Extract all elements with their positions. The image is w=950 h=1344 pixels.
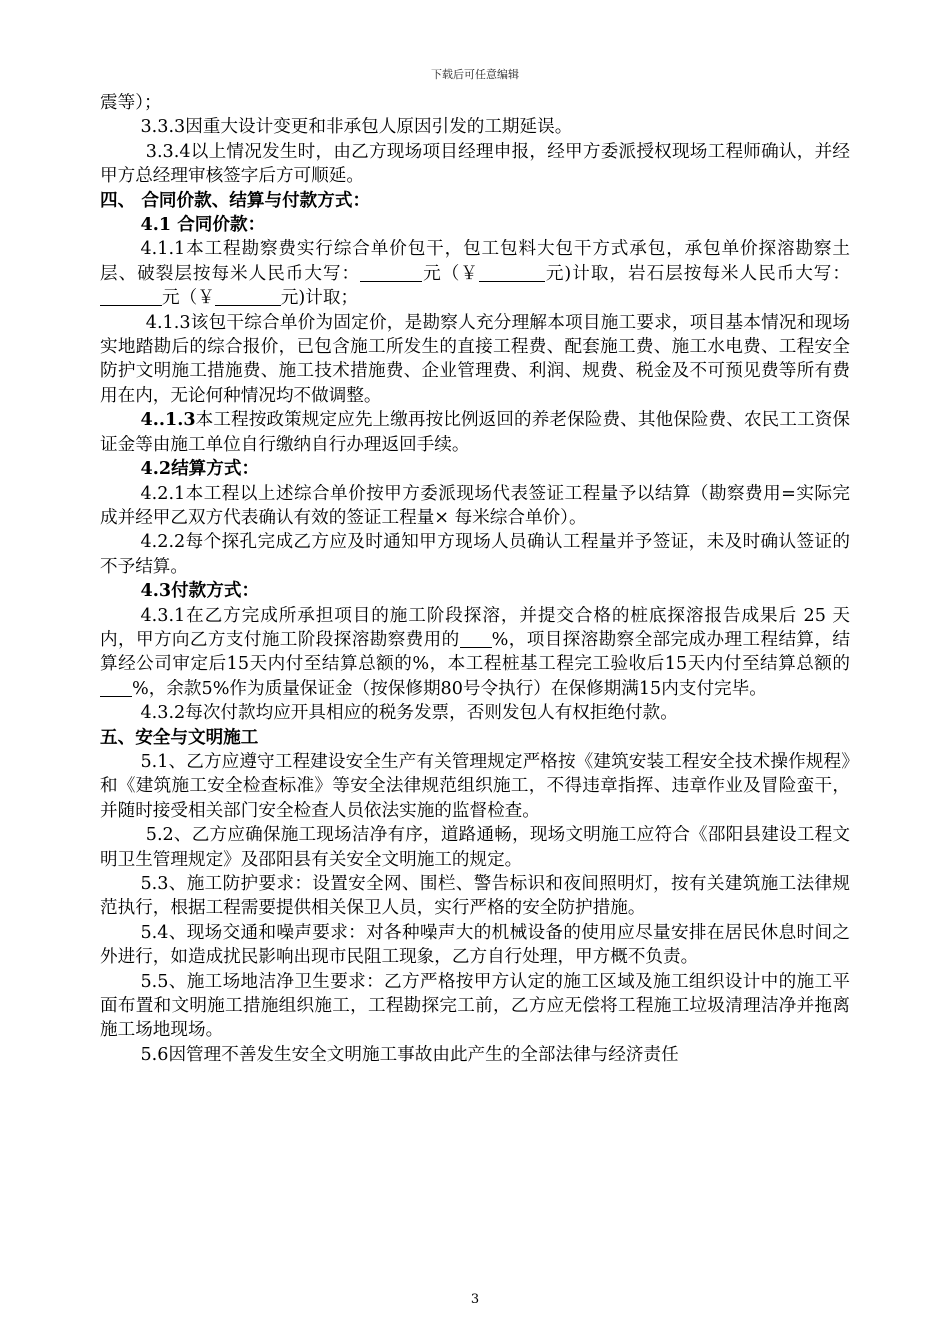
section-heading: 四、 合同价款、结算与付款方式： (100, 189, 371, 211)
subsection-heading: 4.2结算方式： (140, 458, 260, 480)
paragraph-text: 本工程按政策规定应先上缴再按比例返回的养老保险费、其他保险费、农民工工资保证金等由施工单位自行缴纳自行办理返回手续。 (100, 410, 850, 455)
paragraph: 5.4、现场交通和噪声要求：对各种噪声大的机械设备的使用应尽量安排在居民休息时间之外进行，如造成扰民影响出现市民阻工现象，乙方自行处理，甲方概不负责。 (100, 922, 850, 968)
paragraph: 震等）； (100, 93, 162, 113)
fill-blank (215, 287, 281, 306)
fill-blank (100, 678, 132, 697)
paragraph-text: 元（￥ (162, 288, 215, 309)
paragraph: 5.2、乙方应确保施工现场洁净有序，道路通畅，现场文明施工应符合《邵阳县建设工程文明卫生管理规定》及邵阳县有关安全文明施工的规定。 (100, 825, 850, 870)
fill-blank (479, 263, 545, 282)
paragraph-text: 元)计取； (280, 288, 359, 309)
paragraph-text: 4.3.1在乙方完成所承担项目的施工阶段探溶，并提交合格的桩底探溶报告成果后 25 天内，甲方向乙方支付施工阶段探溶勘察费用的 (100, 605, 850, 650)
paragraph (100, 237, 850, 310)
paragraph (100, 408, 850, 457)
subsection-heading: 4.1 合同价款： (140, 214, 266, 236)
paragraph: 4.3.2每次付款均应开具相应的税务发票，否则发包人有权拒绝付款。 (140, 703, 678, 724)
paragraph: 4.2.1本工程以上述综合单价按甲方委派现场代表签证工程量予以结算（勘察费用=实际完成并经甲乙双方代表确认有效的签证工程量× 每米综合单价）。 (100, 483, 850, 528)
paragraph-text: 元)计取，岩石层按每米人民币大写： (544, 263, 850, 284)
paragraph: 3.3.4以上情况发生时，由乙方现场项目经理申报，经甲方委派授权现场工程师确认，并经甲方总经理审核签字后方可顺延。 (100, 141, 850, 187)
fill-blank (100, 287, 162, 306)
subsection-heading: 4.3付款方式： (140, 580, 260, 602)
paragraph: 5.3、施工防护要求：设置安全网、围栏、警告标识和夜间照明灯，按有关建筑施工法律规范执行，根据工程需要提供相关保卫人员，实行严格的安全防护措施。 (100, 874, 850, 919)
fill-blank (460, 629, 492, 648)
document-body (100, 91, 850, 1067)
paragraph-text: 元（￥ (422, 263, 479, 284)
paragraph: 5.6因管理不善发生安全文明施工事故由此产生的全部法律与经济责任 (140, 1044, 679, 1065)
paragraph: 4.2.2每个探孔完成乙方应及时通知甲方现场人员确认工程量并予签证，未及时确认签证的不予结算。 (100, 532, 850, 577)
page-header: 下载后可任意编辑 (431, 68, 519, 81)
paragraph-text: %，项目探溶勘察全部完成办理工程结算，结算经公司审定后15天内付至结算总额的%，本工程桩基工程完工验收后15天内付至结算总额的 (100, 629, 850, 675)
section-heading: 五、安全与文明施工 (100, 726, 259, 748)
clause-number: 4..1.3 (140, 409, 196, 431)
paragraph: 5.1、乙方应遵守工程建设安全生产有关管理规定严格按《建筑安装工程安全技术操作规程》和《建筑施工安全检查标准》等安全法律规范组织施工，不得违章指挥、违章作业及冒险蛮干，并随时接受相关部门安全检查人员依法实施的监督检查。 (100, 751, 850, 821)
paragraph: 5.5、施工场地洁净卫生要求：乙方严格按甲方认定的施工区域及施工组织设计中的施工平面布置和文明施工措施组织施工，工程勘探完工前，乙方应无偿将工程施工垃圾清理洁净并拖离施工场地现场。 (100, 971, 850, 1041)
paragraph: 3.3.3因重大设计变更和非承包人原因引发的工期延误。 (140, 117, 573, 138)
paragraph: 4.1.3该包干综合单价为固定价，是勘察人充分理解本项目施工要求，项目基本情况和现场实地踏勘后的综合报价，已包含施工所发生的直接工程费、配套施工费、施工水电费、工程安全防护文明施工措施费、施工技术措施费、企业管理费、利润、规费、税金及不可预见费等所有费用在内，无论何种情况均不做调整。 (100, 312, 850, 406)
paragraph-text: %，余款5%作为质量保证金（按保修期80号令执行）在保修期满15内支付完毕。 (132, 678, 767, 699)
fill-blank (360, 263, 422, 282)
paragraph-text: 4.1.1本工程勘察费实行综合单价包干，包工包料大包干方式承包，承包单价探溶勘察土层、破裂层按每米人民币大写： (100, 239, 850, 284)
paragraph (100, 604, 850, 702)
page-number: 3 (470, 1292, 480, 1307)
